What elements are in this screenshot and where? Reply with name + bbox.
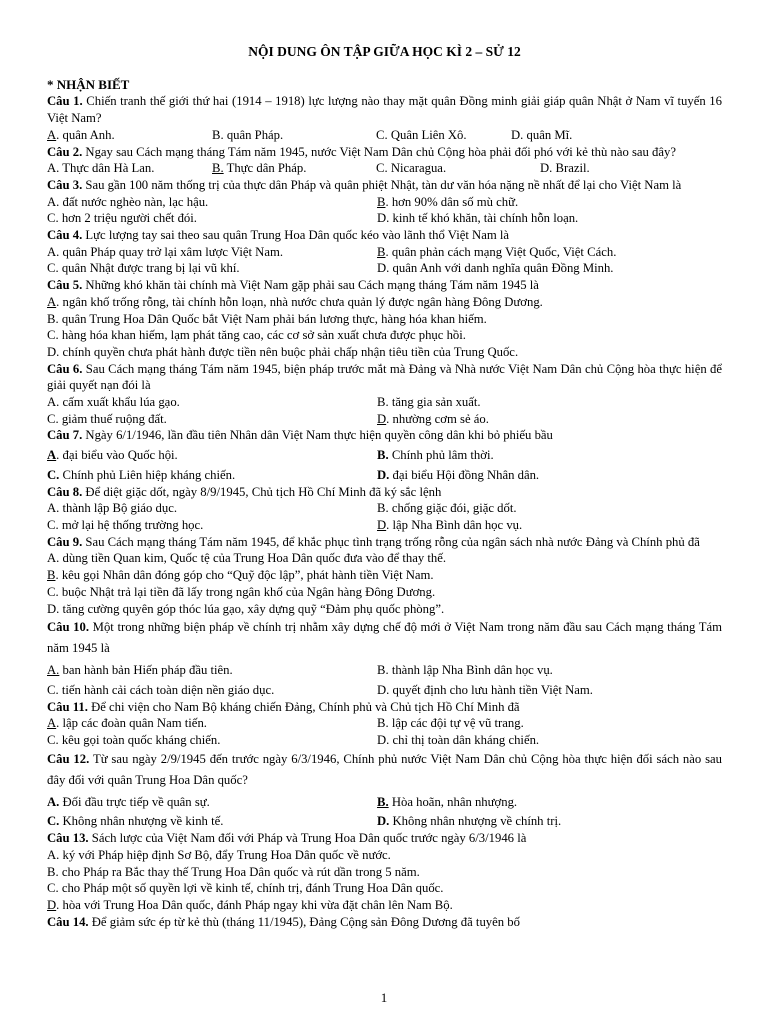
option-d: D. tăng cường quyên góp thóc lúa gạo, xây dựng quỹ “Đảm phụ quốc phòng”. [47,601,445,616]
options-row [47,260,722,277]
option-b: B. chống giặc đói, giặc dốt. [377,501,517,516]
question-label: Câu 1. [47,94,83,109]
options-row [47,127,722,144]
options-row [47,662,722,679]
option-c: C. cho Pháp một số quyền lợi về kinh tế, chính trị, đánh Trung Hoa Dân quốc. [47,881,444,896]
option-b: B. thành lập Nha Bình dân học vụ. [377,663,553,678]
question-label: Câu 13. [47,831,89,846]
option-a: A. dùng tiền Quan kim, Quốc tệ của Trung Hoa Dân quốc đưa vào để thay thế. [47,551,447,566]
option-b: B. kêu gọi Nhân dân đóng góp cho “Quỹ độc lập”, phát hành tiền Việt Nam. [47,568,434,583]
option-a: A. ngân khố trống rỗng, tài chính hỗn loạn, nhà nước chưa quản lý được ngân hàng Đông Dương. [47,294,543,309]
option-b: B. Chính phủ lâm thời. [377,448,494,463]
question-label: Câu 4. [47,228,83,243]
question-text: Câu 3. Sau gần 100 năm thống trị của thực dân Pháp và quân phiệt Nhật, tàn dư văn hóa nặng nề nhất để lại cho Việt Nam là [47,177,682,192]
options-row [47,715,722,732]
option-a: A. ký với Pháp hiệp định Sơ Bộ, đẩy Trung Hoa Dân quốc về nước. [47,847,391,862]
document-title: NỘI DUNG ÔN TẬP GIỮA HỌC KÌ 2 – SỬ 12 [248,44,521,59]
question-text: Câu 14. Để giảm sức ép từ kẻ thù (tháng 11/1945), Đảng Cộng sản Đông Dương đã tuyên bố [47,914,520,929]
option-a: A. quân Pháp quay trở lại xâm lược Việt Nam. [47,244,284,259]
option-d: D. Brazil. [540,161,590,176]
question-text: Câu 12. Từ sau ngày 2/9/1945 đến trước ngày 6/3/1946, Chính phủ nước Việt Nam Dân chủ Cộng hòa thực hiện đối sách nào sau đây đối với quân Trung Hoa Dân quốc? [47,751,723,787]
question-label: Câu 8. [47,484,83,499]
section-heading: * NHẬN BIẾT [47,76,130,92]
document-content [47,44,722,930]
option-b: B. Thực dân Pháp. [212,161,307,176]
option-d: D. đại biểu Hội đồng Nhân dân. [377,467,540,482]
question-text: Câu 5. Những khó khăn tài chính mà Việt Nam gặp phải sau Cách mạng tháng Tám năm 1945 là [47,278,539,293]
option-a: A. Thực dân Hà Lan. [47,161,155,176]
option-d: D. Không nhân nhượng về chính trị. [377,814,562,829]
option-b: B. hơn 90% dân số mù chữ. [377,194,519,209]
options-row [47,210,722,227]
question-text: Câu 11. Để chi viện cho Nam Bộ kháng chiến Đảng, Chính phủ và Chủ tịch Hồ Chí Minh đã [47,699,520,714]
option-c: C. Nicaragua. [376,161,447,176]
option-a: A. đất nước nghèo nàn, lạc hậu. [47,194,209,209]
options-row [47,447,722,464]
option-a: A. đại biểu vào Quốc hội. [47,448,178,463]
option-b: B. tăng gia sản xuất. [377,395,481,410]
option-a: A. cấm xuất khẩu lúa gạo. [47,395,180,410]
options-row [47,794,722,811]
option-c: C. tiến hành cải cách toàn diện nền giáo dục. [47,682,275,697]
option-d: D. hòa với Trung Hoa Dân quốc, đánh Pháp ngay khi vừa đặt chân lên Nam Bộ. [47,897,453,912]
option-a: A. quân Anh. [47,127,115,142]
option-d: D. chính quyền chưa phát hành được tiền nên buộc phải chấp nhận tiêu tiền của Trung Quốc. [47,344,519,359]
option-d: D. nhường cơm sẻ áo. [377,411,489,426]
option-c: C. buộc Nhật trả lại tiền đã lấy trong ngân khố của Ngân hàng Đông Dương. [47,584,436,599]
option-b: B. quân Pháp. [212,127,284,142]
options-row [47,194,722,211]
page-number: 1 [380,990,388,1005]
option-d: D. kinh tế khó khăn, tài chính hỗn loạn. [377,211,579,226]
question-label: Câu 14. [47,914,89,929]
option-c: C. Không nhân nhượng về kinh tế. [47,814,224,829]
options-row [47,682,722,699]
option-b: B. cho Pháp ra Bắc thay thế Trung Hoa Dân quốc và rút dần trong 5 năm. [47,864,420,879]
options-row [47,813,722,830]
option-a: A. ban hành bản Hiến pháp đầu tiên. [47,663,233,678]
option-b: B. quân phản cách mạng Việt Quốc, Việt Cách. [377,244,617,259]
options-row [47,517,722,534]
option-b: B. lập các đội tự vệ vũ trang. [377,716,524,731]
question-text: Câu 8. Để diệt giặc dốt, ngày 8/9/1945, Chủ tịch Hồ Chí Minh đã ký sắc lệnh [47,484,442,499]
question-label: Câu 7. [47,428,83,443]
option-c: C. Chính phủ Liên hiệp kháng chiến. [47,467,236,482]
options-row [47,394,722,411]
option-b: B. quân Trung Hoa Dân Quốc bắt Việt Nam phải bán lương thực, hàng hóa khan hiếm. [47,311,487,326]
question-label: Câu 5. [47,278,83,293]
question-text: Câu 4. Lực lượng tay sai theo sau quân Trung Hoa Dân quốc kéo vào lãnh thổ Việt Nam là [47,228,510,243]
options-row [47,411,722,428]
question-label: Câu 2. [47,144,83,159]
option-b: B. Hòa hoãn, nhân nhượng. [377,794,518,809]
option-d: D. lập Nha Bình dân học vụ. [377,517,523,532]
option-a: A. lập các đoàn quân Nam tiến. [47,716,207,731]
options-row [47,160,722,177]
option-a: A. thành lập Bộ giáo dục. [47,501,178,516]
options-row [47,500,722,517]
question-text: Câu 13. Sách lược của Việt Nam đối với Pháp và Trung Hoa Dân quốc trước ngày 6/3/1946 là [47,831,527,846]
question-label: Câu 3. [47,177,83,192]
question-label: Câu 6. [47,361,83,376]
option-a: A. Đối đầu trực tiếp về quân sự. [47,794,210,809]
option-d: D. chỉ thị toàn dân kháng chiến. [377,733,540,748]
option-c: C. giảm thuế ruộng đất. [47,411,167,426]
question-label: Câu 12. [47,751,90,766]
question-text: Câu 2. Ngay sau Cách mạng tháng Tám năm 1945, nước Việt Nam Dân chủ Cộng hòa phải đối phó với kẻ thù nào sau đây? [47,144,677,159]
question-label: Câu 10. [47,620,90,635]
option-c: C. kêu gọi toàn quốc kháng chiến. [47,733,221,748]
option-c: C. hơn 2 triệu người chết đói. [47,211,197,226]
option-d: D. quân Anh với danh nghĩa quân Đồng Minh. [377,261,614,276]
question-label: Câu 9. [47,534,83,549]
question-text: Câu 9. Sau Cách mạng tháng Tám năm 1945, để khắc phục tình trạng trống rỗng của ngân sách nhà nước Đảng và Chính phủ đã [47,534,700,549]
options-row [47,467,722,484]
options-row [47,732,722,749]
question-text: Câu 10. Một trong những biện pháp về chính trị nhằm xây dựng chế độ mới ở Việt Nam trong năm đầu sau Cách mạng tháng Tám năm 1945 là [47,620,723,656]
option-c: C. Quân Liên Xô. [376,127,467,142]
option-c: C. mở lại hệ thống trường học. [47,517,204,532]
question-text: Câu 6. Sau Cách mạng tháng Tám năm 1945, biện pháp trước mắt mà Đảng và Nhà nước Việt Nam Dân chủ Cộng hòa thực hiện để giải quyết nạn đói là [47,361,722,393]
option-c: C. hàng hóa khan hiếm, lạm phát tăng cao, các cơ sở sản xuất chưa được phục hồi. [47,328,466,343]
question-text: Câu 1. Chiến tranh thế giới thứ hai (1914 – 1918) lực lượng nào thay mặt quân Đồng minh giải giáp quân Nhật ở Nam vĩ tuyến 16 Việt Nam? [47,94,722,126]
question-text: Câu 7. Ngày 6/1/1946, lần đầu tiên Nhân dân Việt Nam thực hiện quyền công dân khi bỏ phiếu bầu [47,428,553,443]
options-row [47,244,722,261]
question-label: Câu 11. [47,699,88,714]
option-c: C. quân Nhật được trang bị lại vũ khí. [47,261,240,276]
option-d: D. quyết định cho lưu hành tiền Việt Nam. [377,682,593,697]
option-d: D. quân Mĩ. [511,127,573,142]
